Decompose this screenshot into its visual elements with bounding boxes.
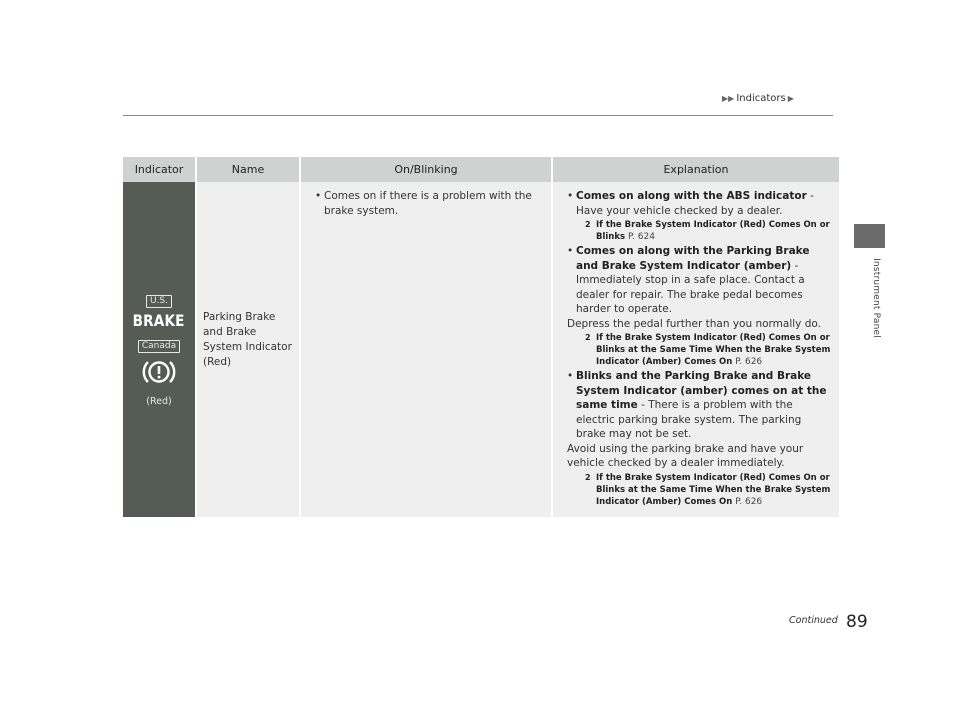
indicator-color-note: (Red) [146,396,172,408]
continued-note: Continued [789,615,838,626]
explanation-item: • Comes on along with the ABS indicator - Have your vehicle checked by a dealer. [567,189,833,218]
explanation-text: Depress the pedal further than you normally do. [567,317,821,330]
breadcrumb [722,93,794,104]
breadcrumb-arrows-icon: ▶▶ [722,94,735,103]
brake-warning-icon [142,357,176,387]
section-side-label [869,255,883,345]
explanation-item: • Blinks and the Parking Brake and Brake System Indicator (amber) comes on at the same time - There is a problem with the electric parking brake system. The parking brake may not be set. [567,369,833,442]
page-reference: P. 626 [735,357,763,367]
table-row [123,182,839,517]
column-header-name: Name [197,157,299,182]
column-header-explanation: Explanation [553,157,839,182]
cross-reference-icon: 2 [585,333,591,342]
breadcrumb-arrow-icon: ▶ [787,94,794,103]
on-blinking-cell [301,182,551,517]
canada-region-tag: Canada [138,340,180,353]
section-tab-marker [854,224,885,248]
indicator-cell [123,182,195,517]
explanation-text: Avoid using the parking brake and have your vehicle checked by a dealer immediately. [567,442,804,469]
page-reference: P. 624 [628,232,655,242]
cross-reference[interactable]: 2 If the Brake System Indicator (Red) Comes On or Blinks at the Same Time When the Brake System Indicator (Amber) Comes On P. 626 [585,333,831,367]
us-region-tag: U.S. [146,295,172,308]
indicator-table [121,157,841,517]
cross-reference-icon: 2 [585,472,591,482]
cross-reference-icon: 2 [585,220,591,229]
explanation-cell [553,182,839,517]
on-blinking-item: • Comes on if there is a problem with the brake system. [315,189,543,218]
page-number: 89 [846,612,868,632]
brake-text-icon: BRAKE [132,310,186,330]
header-divider [123,115,833,116]
explanation-item: • Comes on along with the Parking Brake and Brake System Indicator (amber) - Immediately stop in a safe place. Contact a dealer for repair. The brake pedal becomes harder to operate. [567,244,833,317]
column-header-on-blinking: On/Blinking [301,157,551,182]
cross-reference[interactable]: 2 If the Brake System Indicator (Red) Comes On or Blinks P. 624 [585,220,830,242]
indicator-name: Parking Brake and Brake System Indicator (Red) [203,311,292,368]
section-label-text: Instrument Panel [871,258,881,338]
cross-reference[interactable]: 2 If the Brake System Indicator (Red) Comes On or Blinks at the Same Time When the Brake System Indicator (Amber) Comes On P. 626 [585,472,831,507]
column-header-indicator: Indicator [123,157,195,182]
breadcrumb-label[interactable]: Indicators [736,93,786,104]
page-reference: P. 626 [735,496,763,507]
indicator-name-cell [197,182,299,517]
table-header-row [123,157,839,182]
